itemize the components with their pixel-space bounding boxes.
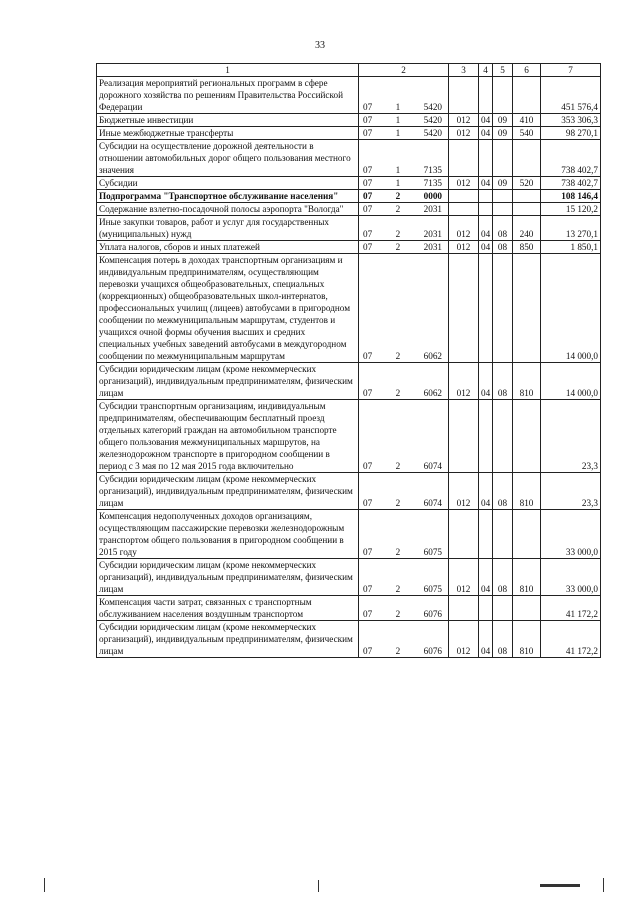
- target-code-part: 07: [363, 178, 373, 188]
- row-section-code: [479, 203, 493, 216]
- row-name: Субсидии транспортным организациям, индивидуальным предпринимателям, обеспечивающим бесплатный проезд отдельных категорий граждан на автомобильном транспорте общего пользования межмуниципальных маршрутов, на железнодорожном транспорте в пригородном сообщении в период с 3 мая по 12 мая 2015 года включительно: [97, 400, 359, 473]
- row-section-code: 04: [479, 114, 493, 127]
- row-expense-type: [513, 190, 541, 203]
- row-target-code: [359, 114, 449, 127]
- row-target-code: [359, 77, 449, 114]
- header-col-2: 2: [359, 64, 449, 77]
- row-section-code: [479, 510, 493, 559]
- target-code-part: 07: [363, 461, 373, 471]
- row-amount: 23,3: [541, 473, 601, 510]
- target-code-part: 5420: [423, 115, 442, 125]
- row-target-code: [359, 190, 449, 203]
- row-ministry-code: [449, 140, 479, 177]
- target-code-parts: [361, 127, 446, 139]
- target-code-part: 07: [363, 584, 373, 594]
- row-expense-type: [513, 400, 541, 473]
- target-code-part: 6062: [423, 388, 442, 398]
- target-code-part: 2: [395, 461, 401, 471]
- target-code-part: 6075: [423, 584, 442, 594]
- row-ministry-code: 012: [449, 114, 479, 127]
- row-amount: 451 576,4: [541, 77, 601, 114]
- row-amount: 15 120,2: [541, 203, 601, 216]
- row-subsection-code: 08: [493, 559, 513, 596]
- target-code-part: 6076: [423, 609, 442, 619]
- row-section-code: 04: [479, 621, 493, 658]
- row-ministry-code: [449, 596, 479, 621]
- target-code-part: 7135: [423, 178, 442, 188]
- target-code-parts: [361, 114, 446, 126]
- row-expense-type: 520: [513, 177, 541, 190]
- row-subsection-code: 09: [493, 127, 513, 140]
- table-row: [97, 77, 601, 114]
- row-ministry-code: 012: [449, 621, 479, 658]
- target-code-part: 6062: [423, 351, 442, 361]
- table-row: [97, 473, 601, 510]
- row-target-code: [359, 140, 449, 177]
- header-col-1: 1: [97, 64, 359, 77]
- row-section-code: 04: [479, 216, 493, 241]
- table-row: [97, 596, 601, 621]
- row-expense-type: [513, 140, 541, 177]
- row-expense-type: 850: [513, 241, 541, 254]
- row-ministry-code: 012: [449, 177, 479, 190]
- target-code-part: 5420: [423, 128, 442, 138]
- table-row: [97, 559, 601, 596]
- scan-mark-right: [540, 884, 580, 887]
- target-code-part: 2031: [423, 242, 442, 252]
- target-code-part: 1: [395, 115, 401, 125]
- header-row: [97, 64, 601, 77]
- row-section-code: 04: [479, 363, 493, 400]
- scan-mark-center: [318, 880, 319, 892]
- target-code-part: 6075: [423, 547, 442, 557]
- row-subsection-code: [493, 77, 513, 114]
- row-name: Компенсация недополученных доходов организациям, осуществляющим пассажирские перевозки железнодорожным транспортом общего пользования в пригородном сообщении в 2015 году: [97, 510, 359, 559]
- row-expense-type: 410: [513, 114, 541, 127]
- row-expense-type: [513, 510, 541, 559]
- target-code-parts: [361, 241, 446, 253]
- row-expense-type: 810: [513, 473, 541, 510]
- row-section-code: 04: [479, 473, 493, 510]
- row-subsection-code: 08: [493, 241, 513, 254]
- target-code-part: 0000: [423, 191, 442, 201]
- row-ministry-code: 012: [449, 559, 479, 596]
- row-target-code: [359, 254, 449, 363]
- row-amount: 108 146,4: [541, 190, 601, 203]
- table-row: [97, 140, 601, 177]
- table-row: [97, 621, 601, 658]
- row-ministry-code: [449, 510, 479, 559]
- row-section-code: [479, 254, 493, 363]
- target-code-part: 2031: [423, 204, 442, 214]
- row-ministry-code: 012: [449, 127, 479, 140]
- header-col-7: 7: [541, 64, 601, 77]
- target-code-part: 07: [363, 547, 373, 557]
- row-target-code: [359, 127, 449, 140]
- target-code-part: 2: [395, 609, 401, 619]
- row-expense-type: 810: [513, 559, 541, 596]
- row-name: Подпрограмма "Транспортное обслуживание населения": [97, 190, 359, 203]
- row-expense-type: 810: [513, 621, 541, 658]
- table-row: [97, 363, 601, 400]
- target-code-part: 07: [363, 498, 373, 508]
- row-name: Субсидии юридическим лицам (кроме некоммерческих организаций), индивидуальным предпринимателям, физическим лицам: [97, 363, 359, 400]
- row-subsection-code: 08: [493, 473, 513, 510]
- target-code-part: 2: [395, 351, 401, 361]
- table-row: [97, 190, 601, 203]
- table-row: [97, 127, 601, 140]
- target-code-part: 07: [363, 115, 373, 125]
- row-section-code: 04: [479, 559, 493, 596]
- row-subsection-code: [493, 190, 513, 203]
- page-number: 33: [315, 40, 325, 51]
- target-code-part: 6074: [423, 461, 442, 471]
- target-code-part: 07: [363, 165, 373, 175]
- target-code-parts: [361, 350, 446, 362]
- target-code-part: 07: [363, 609, 373, 619]
- row-section-code: [479, 596, 493, 621]
- table-row: [97, 203, 601, 216]
- row-name: Компенсация потерь в доходах транспортным организациям и индивидуальным предпринимателям, осуществляющим перевозки учащихся общеобразовательных, специальных (коррекционных) общеобразовательных школ-интернатов, профессиональных училищ (лицеев) автобусами в пригородном сообщении по межмуниципальным маршрутам, студентов и учащихся очной формы обучения высших и средних специальных учебных заведений автобусами в междугородном сообщении по межмуниципальным маршрутам: [97, 254, 359, 363]
- row-name: Субсидии: [97, 177, 359, 190]
- row-amount: 13 270,1: [541, 216, 601, 241]
- table-row: [97, 241, 601, 254]
- row-target-code: [359, 621, 449, 658]
- row-expense-type: [513, 596, 541, 621]
- target-code-part: 6074: [423, 498, 442, 508]
- row-target-code: [359, 363, 449, 400]
- target-code-part: 1: [395, 102, 401, 112]
- row-ministry-code: [449, 400, 479, 473]
- row-section-code: [479, 140, 493, 177]
- row-ministry-code: 012: [449, 216, 479, 241]
- target-code-part: 7135: [423, 165, 442, 175]
- target-code-part: 07: [363, 646, 373, 656]
- target-code-parts: [361, 203, 446, 215]
- target-code-part: 6076: [423, 646, 442, 656]
- row-name: Уплата налогов, сборов и иных платежей: [97, 241, 359, 254]
- target-code-parts: [361, 583, 446, 595]
- target-code-part: 2: [395, 229, 401, 239]
- target-code-part: 07: [363, 351, 373, 361]
- header-col-5: 5: [493, 64, 513, 77]
- row-subsection-code: [493, 400, 513, 473]
- table-row: [97, 254, 601, 363]
- row-subsection-code: 08: [493, 216, 513, 241]
- target-code-part: 2: [395, 388, 401, 398]
- target-code-part: 07: [363, 128, 373, 138]
- target-code-part: 07: [363, 388, 373, 398]
- target-code-part: 07: [363, 229, 373, 239]
- target-code-part: 2031: [423, 229, 442, 239]
- row-amount: 738 402,7: [541, 140, 601, 177]
- row-target-code: [359, 510, 449, 559]
- target-code-part: 07: [363, 204, 373, 214]
- target-code-parts: [361, 164, 446, 176]
- header-col-6: 6: [513, 64, 541, 77]
- target-code-part: 2: [395, 191, 401, 201]
- target-code-part: 07: [363, 102, 373, 112]
- row-name: Реализация мероприятий региональных программ в сфере дорожного хозяйства по решениям Правительства Российской Федерации: [97, 77, 359, 114]
- table-row: [97, 510, 601, 559]
- target-code-parts: [361, 101, 446, 113]
- row-subsection-code: [493, 140, 513, 177]
- target-code-parts: [361, 546, 446, 558]
- row-ministry-code: [449, 190, 479, 203]
- row-target-code: [359, 216, 449, 241]
- row-name: Субсидии юридическим лицам (кроме некоммерческих организаций), индивидуальным предпринимателям, физическим лицам: [97, 621, 359, 658]
- row-expense-type: 540: [513, 127, 541, 140]
- target-code-part: 07: [363, 242, 373, 252]
- row-amount: 33 000,0: [541, 510, 601, 559]
- row-amount: 1 850,1: [541, 241, 601, 254]
- row-amount: 14 000,0: [541, 254, 601, 363]
- row-expense-type: 240: [513, 216, 541, 241]
- row-name: Иные межбюджетные трансферты: [97, 127, 359, 140]
- header-col-4: 4: [479, 64, 493, 77]
- row-amount: 33 000,0: [541, 559, 601, 596]
- table-row: [97, 400, 601, 473]
- row-expense-type: [513, 203, 541, 216]
- row-target-code: [359, 177, 449, 190]
- row-subsection-code: [493, 254, 513, 363]
- target-code-parts: [361, 190, 446, 202]
- row-target-code: [359, 596, 449, 621]
- row-ministry-code: [449, 77, 479, 114]
- target-code-parts: [361, 645, 446, 657]
- row-subsection-code: [493, 510, 513, 559]
- target-code-part: 1: [395, 165, 401, 175]
- row-section-code: 04: [479, 127, 493, 140]
- row-amount: 14 000,0: [541, 363, 601, 400]
- row-name: Содержание взлетно-посадочной полосы аэропорта "Вологда": [97, 203, 359, 216]
- row-ministry-code: 012: [449, 473, 479, 510]
- table-row: [97, 114, 601, 127]
- row-target-code: [359, 473, 449, 510]
- target-code-part: 2: [395, 646, 401, 656]
- row-amount: 353 306,3: [541, 114, 601, 127]
- row-expense-type: [513, 254, 541, 363]
- row-expense-type: [513, 77, 541, 114]
- target-code-part: 5420: [423, 102, 442, 112]
- target-code-part: 1: [395, 128, 401, 138]
- row-section-code: [479, 77, 493, 114]
- row-subsection-code: 09: [493, 177, 513, 190]
- table-row: [97, 177, 601, 190]
- header-col-3: 3: [449, 64, 479, 77]
- row-ministry-code: 012: [449, 241, 479, 254]
- target-code-part: 2: [395, 204, 401, 214]
- row-section-code: 04: [479, 241, 493, 254]
- row-subsection-code: [493, 203, 513, 216]
- row-target-code: [359, 559, 449, 596]
- table-body: [97, 77, 601, 658]
- target-code-parts: [361, 387, 446, 399]
- row-name: Компенсация части затрат, связанных с транспортным обслуживанием населения воздушным транспортом: [97, 596, 359, 621]
- target-code-parts: [361, 497, 446, 509]
- row-subsection-code: 09: [493, 114, 513, 127]
- scan-mark-right-edge: [603, 878, 604, 892]
- row-target-code: [359, 203, 449, 216]
- budget-table: [96, 63, 601, 658]
- target-code-parts: [361, 228, 446, 240]
- target-code-parts: [361, 608, 446, 620]
- target-code-parts: [361, 460, 446, 472]
- target-code-parts: [361, 177, 446, 189]
- target-code-part: 2: [395, 498, 401, 508]
- row-amount: 41 172,2: [541, 596, 601, 621]
- row-section-code: 04: [479, 177, 493, 190]
- row-amount: 41 172,2: [541, 621, 601, 658]
- row-subsection-code: [493, 596, 513, 621]
- row-amount: 23,3: [541, 400, 601, 473]
- target-code-part: 1: [395, 178, 401, 188]
- row-name: Субсидии юридическим лицам (кроме некоммерческих организаций), индивидуальным предпринимателям, физическим лицам: [97, 559, 359, 596]
- row-name: Субсидии юридическим лицам (кроме некоммерческих организаций), индивидуальным предпринимателям, физическим лицам: [97, 473, 359, 510]
- row-ministry-code: [449, 203, 479, 216]
- row-amount: 738 402,7: [541, 177, 601, 190]
- target-code-part: 07: [363, 191, 373, 201]
- target-code-part: 2: [395, 547, 401, 557]
- row-target-code: [359, 241, 449, 254]
- row-section-code: [479, 400, 493, 473]
- row-target-code: [359, 400, 449, 473]
- target-code-part: 2: [395, 242, 401, 252]
- row-ministry-code: 012: [449, 363, 479, 400]
- row-name: Бюджетные инвестиции: [97, 114, 359, 127]
- row-section-code: [479, 190, 493, 203]
- row-ministry-code: [449, 254, 479, 363]
- row-subsection-code: 08: [493, 621, 513, 658]
- target-code-part: 2: [395, 584, 401, 594]
- row-amount: 98 270,1: [541, 127, 601, 140]
- row-name: Иные закупки товаров, работ и услуг для государственных (муниципальных) нужд: [97, 216, 359, 241]
- row-subsection-code: 08: [493, 363, 513, 400]
- scan-mark-left: [44, 878, 45, 892]
- row-name: Субсидии на осуществление дорожной деятельности в отношении автомобильных дорог общего пользования местного значения: [97, 140, 359, 177]
- table-row: [97, 216, 601, 241]
- row-expense-type: 810: [513, 363, 541, 400]
